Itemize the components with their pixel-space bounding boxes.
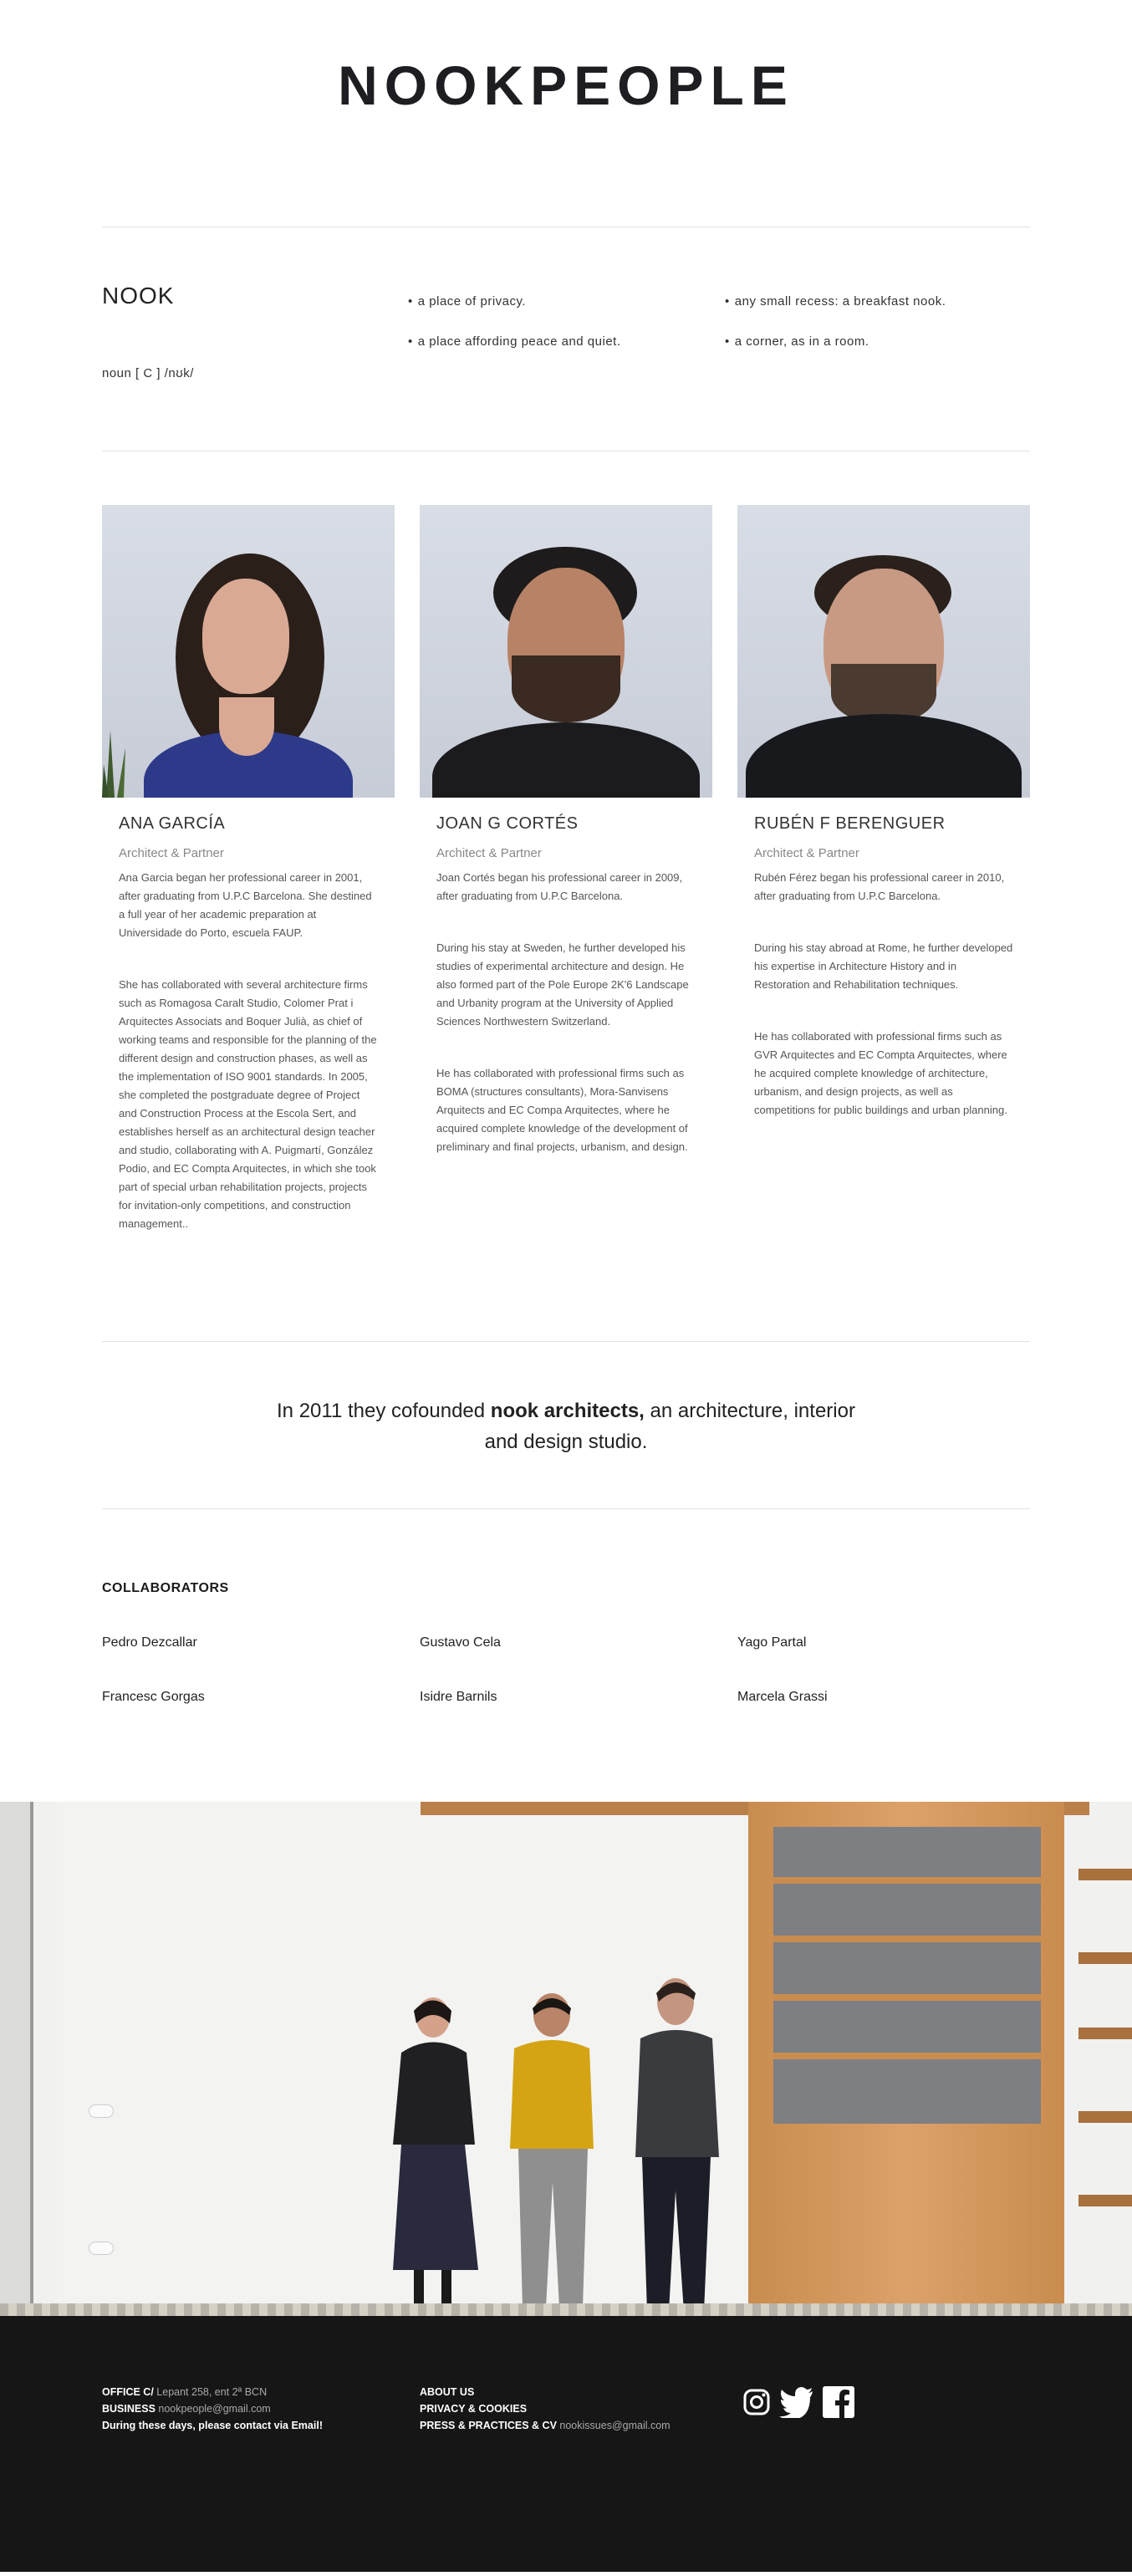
bio-paragraph: During his stay at Sweden, he further developed his studies of experimental architecture and design. He also formed part of the Pole Europe 2K'6 Landscape and Urbanity program at the University of Applied Sciences Northwestern Switzerland.: [436, 941, 689, 1028]
collaborator-name: Pedro Dezcallar: [102, 1635, 197, 1650]
privacy-link[interactable]: PRIVACY & COOKIES: [420, 2403, 528, 2415]
office-label: OFFICE C/: [102, 2386, 154, 2398]
bio-paragraph: During his stay abroad at Rome, he further developed his expertise in Architecture History and in Restoration and Rehabilitation techniques.: [754, 941, 1013, 991]
member-role: Architect & Partner: [119, 846, 224, 860]
member-bio: [119, 869, 378, 1233]
definition-pronunciation: noun [ C ] /nʊk/: [102, 366, 194, 380]
shelf: [1078, 1952, 1132, 1964]
definition-meaning: • a place affording peace and quiet.: [408, 334, 621, 349]
definition-word: NOOK: [102, 283, 175, 309]
business-email-link[interactable]: nookpeople@gmail.com: [158, 2403, 271, 2415]
member-role: Architect & Partner: [754, 846, 859, 860]
definition-meaning: • any small recess: a breakfast nook.: [725, 294, 946, 309]
site-title[interactable]: NOOKPEOPLE: [338, 54, 794, 116]
site-footer: [0, 2316, 1132, 2572]
shelf: [1078, 2195, 1132, 2206]
wall-socket: [89, 2104, 114, 2118]
team-section: [0, 451, 1132, 1342]
door-bar: [773, 1877, 1041, 1884]
quote-text: In 2011 they cofounded: [277, 1400, 491, 1422]
press-line: [420, 2418, 671, 2433]
studio-quote: [268, 1395, 864, 1457]
person-figure: [610, 1973, 736, 2316]
definition-meaning: • a corner, as in a room.: [725, 334, 869, 349]
door-glass: [773, 1827, 1041, 2124]
team-member-card: [102, 505, 395, 1267]
team-member-card: [420, 505, 712, 1190]
member-name: JOAN G CORTÉS: [436, 814, 579, 833]
bio-paragraph: Ana Garcia began her professional career in 2001, after graduating from U.P.C Barcelona. She destined a full year of her academic preparation at Universidade do Porto, escuela FAUP.: [119, 871, 372, 939]
site-header: [0, 0, 1132, 227]
member-name: RUBÉN F BERENGUER: [754, 814, 946, 833]
portrait-photo: [737, 505, 1030, 798]
quote-text: an architecture, interior and design studio.: [484, 1400, 855, 1453]
portrait-photo: [102, 505, 395, 798]
team-group-photo: [0, 1802, 1132, 2316]
business-email: [102, 2401, 271, 2416]
door-bar: [773, 1936, 1041, 1942]
collaborator-name: Gustavo Cela: [420, 1635, 501, 1650]
office-address: [102, 2385, 267, 2400]
member-name: ANA GARCÍA: [119, 814, 226, 833]
instagram-icon[interactable]: [742, 2388, 771, 2416]
collaborator-name: Yago Partal: [737, 1635, 807, 1650]
shelf: [1078, 2111, 1132, 2123]
member-role: Architect & Partner: [436, 846, 542, 860]
window: [0, 1802, 33, 2313]
bio-paragraph: Rubén Férez began his professional career in 2010, after graduating from U.P.C Barcelona.: [754, 871, 1005, 902]
person-figure: [489, 1990, 614, 2316]
definition-meaning: • a place of privacy.: [408, 294, 526, 309]
portrait-photo: [420, 505, 712, 798]
wall-socket: [89, 2242, 114, 2255]
collaborator-name: Francesc Gorgas: [102, 1690, 205, 1704]
collaborators-section: [0, 1509, 1132, 1802]
bio-paragraph: He has collaborated with professional firms such as BOMA (structures consultants), Mora-Sanvisens Arquitects and EC Compa Arquitectes, where he acquired complete knowledge of the development of preliminary and final projects, urbanism, and design.: [436, 1067, 688, 1153]
contact-note: During these days, please contact via Email!: [102, 2420, 323, 2431]
door-bar: [773, 1994, 1041, 2001]
wooden-door: [748, 1802, 1064, 2313]
collaborator-name: Marcela Grassi: [737, 1690, 828, 1704]
team-member-card: [737, 505, 1030, 1153]
shelf: [1078, 1869, 1132, 1880]
bio-paragraph: Joan Cortés began his professional career in 2009, after graduating from U.P.C Barcelona.: [436, 871, 683, 902]
plant-icon: [102, 697, 135, 798]
about-link[interactable]: ABOUT US: [420, 2386, 475, 2398]
business-label: BUSINESS: [102, 2403, 156, 2415]
bio-paragraph: He has collaborated with professional firms such as GVR Arquitectes and EC Compta Arquitectes, where he acquired complete knowledge of architecture, urbanism, and design projects, as well as competitions for public buildings and urban planning.: [754, 1030, 1007, 1116]
member-bio: [436, 869, 696, 1156]
twitter-icon[interactable]: [779, 2386, 814, 2418]
floor: [0, 2303, 1132, 2316]
press-email-link[interactable]: nookissues@gmail.com: [559, 2420, 671, 2431]
person-figure: [368, 1994, 493, 2312]
member-bio: [754, 869, 1013, 1120]
collaborator-name: Isidre Barnils: [420, 1690, 497, 1704]
bio-paragraph: She has collaborated with several architecture firms such as Romagosa Caralt Studio, Colomer Prat i Arquitectes Associats and Boquer Julià, as chief of working teams and responsible for the planning of the different design and construction phases, as well as the implementation of ISO 9001 standards. In 2005, she completed the postgraduate degree of Project and Construction Process at the Escola Sert, and establishes herself as an architectural design teacher and studio, collaborating with A. Puigmartí, González Podio, and EC Compta Arquitectes, in which she took part of special urban rehabilitation projects, projects for invitation-only competitions, and construction management..: [119, 978, 377, 1230]
press-label[interactable]: PRESS & PRACTICES & CV: [420, 2420, 557, 2431]
definition-section: [0, 227, 1132, 451]
office-value: Lepant 258, ent 2ª BCN: [156, 2386, 268, 2398]
shelf: [1078, 2028, 1132, 2039]
facebook-icon[interactable]: [823, 2386, 854, 2418]
collaborators-title: COLLABORATORS: [102, 1581, 229, 1595]
quote-studio-name: nook architects,: [490, 1400, 645, 1422]
quote-section: [0, 1342, 1132, 1509]
door-bar: [773, 2053, 1041, 2059]
